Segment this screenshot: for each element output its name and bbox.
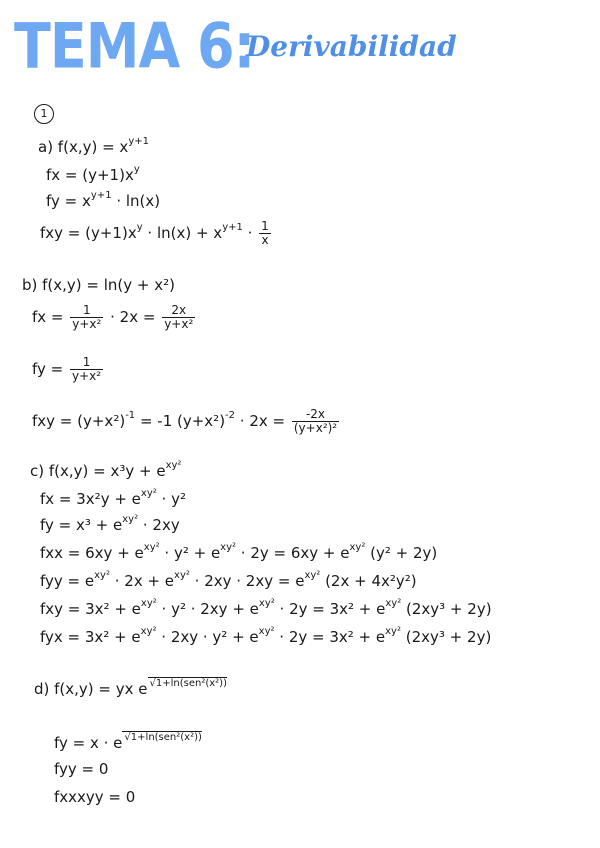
part-c-fx: fx = $3x^2y + e^{xy^2} \cdot y^2$ <box>40 488 186 508</box>
part-b-fy: fy = $\frac{1}{\text{y+x²}}$ <box>32 355 102 383</box>
part-c-fxy: fxy = $3x^2 + e^{xy^2} \cdot y^2 \cdot 2xy + e^{xy^2} \cdot 2y = 3x^2 + e^{xy^2}$ (2xy³ + 2y) <box>40 598 492 618</box>
part-a-function: a) $f(x,y) = x^{y+1}$ <box>38 136 149 156</box>
part-c-fyx: fyx = $3x^2 + e^{xy^2} \cdot 2xy \cdot y^2 + e^{xy^2} \cdot 2y = 3x^2 + e^{xy^2}$ (2xy³ + 2y) <box>40 626 492 646</box>
part-d-fxxxyy: fxxxyy = 0 <box>54 788 136 806</box>
part-c-fy: fy = $x^3 + e^{xy^2} \cdot 2xy$ <box>40 514 180 534</box>
title-main: TEMA 6: <box>14 10 255 83</box>
part-b-fx: fx = $\frac{1}{\text{y+x²}}$ · 2x = $\frac{2x}{\text{y+x²}}$ <box>32 303 194 331</box>
part-a-fx: fx = $(y+1)x^y$ <box>46 164 140 184</box>
title-subtitle: Derivabilidad <box>246 30 457 63</box>
problem-number: 1 <box>34 104 54 124</box>
part-a-fxy: fxy = $(y+1)x^y \cdot \ln(x) + x^{y+1}$ · $\frac{1}{x}$ <box>40 219 269 247</box>
part-d-fy: fy = x · e $^{√1+ln(sen^2(x^2))}$ <box>54 732 202 752</box>
part-d-function: d) f(x,y) = yx e $^{√1+ln(sen^2(x^2))}$ <box>34 678 227 698</box>
part-c-fxx: fxx = $6xy + e^{xy^2} \cdot y^2 + e^{xy^2} \cdot 2y = 6xy + e^{xy^2}$ (y² + 2y) <box>40 542 438 562</box>
part-b-fxy: fxy = $(y+x^2)^{-1} = -1$ $(y+x^2)^{-2} \cdot 2x$ = $\frac{-2x}{\text{(y+x²)²}}$ <box>32 407 338 435</box>
page-title <box>14 10 594 83</box>
part-c-function: c) $f(x,y) = x^3y + e^{xy^2}$ <box>30 460 182 480</box>
part-a-fy: fy = $x^{y+1} \cdot \ln(x)$ <box>46 190 161 210</box>
part-d-fyy: fyy = 0 <box>54 760 109 778</box>
part-b-function: b) f(x,y) = ln(y + x²) <box>22 276 176 294</box>
part-c-fyy: fyy = $e^{xy^2} \cdot 2x + e^{xy^2} \cdot 2xy \cdot 2xy = e^{xy^2}$ (2x + 4x²y²) <box>40 570 417 590</box>
